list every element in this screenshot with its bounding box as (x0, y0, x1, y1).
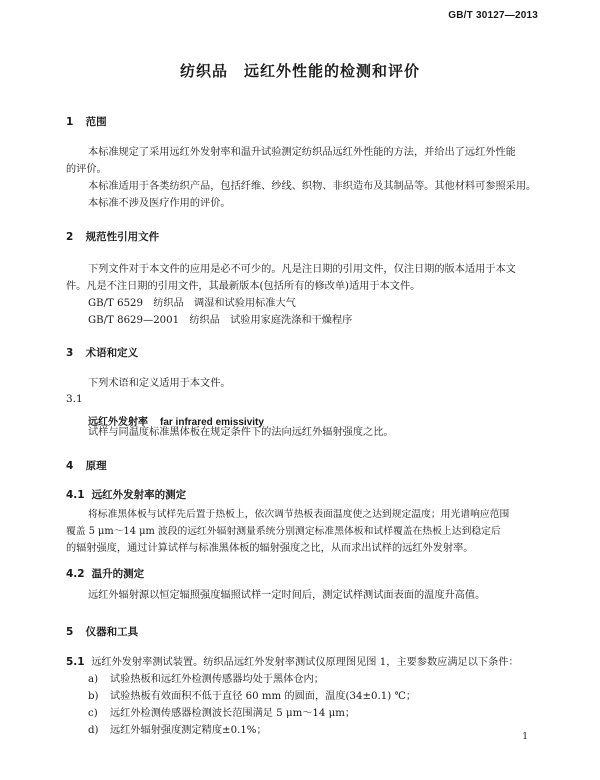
list-item (88, 671, 324, 688)
list-item-label: c) (88, 708, 98, 719)
paragraph: 本标准不涉及医疗作用的评价。 (88, 198, 231, 209)
section-5-heading (66, 624, 138, 639)
section-1-heading (66, 114, 107, 129)
term-english: far infrared emissivity (160, 417, 264, 428)
list-item-label: d) (88, 725, 99, 736)
section-number: 4 (66, 460, 74, 472)
paragraph: 本标准适用于各类纺织产品，包括纤维、纱线、织物、非织造布及其制品等。其他材料可参照采用。 (88, 181, 537, 192)
paragraph: 远红外辐射源以恒定辐照强度辐照试样一定时间后，测定试样测试面表面的温度升高值。 (88, 590, 486, 601)
section-number: 5 (66, 626, 74, 638)
section-number: 3 (66, 347, 74, 359)
section-4-heading (66, 458, 107, 473)
page-number: 1 (522, 732, 528, 742)
term-number: 3.1 (66, 393, 83, 405)
paragraph: 下列文件对于本文件的应用是必不可少的。凡是注日期的引用文件，仅注日期的版本适用于本文 (88, 264, 516, 275)
subsection-title: 温升的测定 (91, 568, 145, 580)
section-title: 仪器和工具 (85, 626, 139, 638)
reference-code: GB/T 8629—2001 (88, 315, 180, 326)
list-item (88, 688, 416, 705)
list-item (88, 722, 267, 739)
term-definition: 试样与同温度标准黑体板在规定条件下的法向远红外辐射强度之比。 (88, 427, 394, 438)
list-item-text: 远红外检测传感器检测波长范围满足 5 μm～14 μm； (110, 708, 356, 719)
subsection-5-1 (66, 654, 519, 671)
section-title: 规范性引用文件 (85, 231, 160, 243)
paragraph: 的辐射强度，通过计算试样与标准黑体板的辐射强度之比，从而求出试样的远红外发射率。 (66, 543, 474, 554)
list-item-text: 远红外辐射强度测定精度±0.1%； (110, 725, 267, 736)
list-item-text: 试验热板有效面积不低于直径 60 mm 的圆面，温度(34±0.1) ℃； (110, 691, 417, 702)
paragraph: 下列术语和定义适用于本文件。 (88, 378, 231, 389)
list-item-text: 试验热板和远红外检测传感器均处于黑体仓内； (110, 674, 324, 685)
reference-item (88, 312, 352, 329)
document-title: 纺织品 远红外性能的检测和评价 (179, 62, 420, 80)
reference-name: 纺织品 试验用家庭洗涤和干燥程序 (189, 315, 353, 326)
list-item (88, 705, 355, 722)
subsection-number: 5.1 (66, 656, 85, 668)
paragraph: 件。凡是不注日期的引用文件，其最新版本(包括所有的修改单)适用于本文件。 (66, 281, 421, 292)
paragraph: 的评价。 (66, 164, 107, 175)
subsection-4-2-heading (66, 566, 144, 581)
section-title: 范围 (85, 116, 107, 128)
list-item-label: b) (88, 691, 99, 702)
subsection-title: 远红外发射率的测定 (91, 489, 187, 501)
standard-code: GB/T 30127—2013 (448, 10, 538, 21)
term-chinese: 远红外发射率 (88, 417, 148, 428)
reference-name: 纺织品 调湿和试验用标准大气 (153, 298, 296, 309)
section-title: 术语和定义 (85, 347, 139, 359)
section-title: 原理 (85, 460, 107, 472)
subsection-number: 4.2 (66, 568, 85, 580)
reference-item (88, 295, 296, 312)
section-number: 1 (66, 116, 74, 128)
subsection-4-1-heading (66, 487, 186, 502)
section-2-heading (66, 229, 159, 244)
paragraph: 将标准黑体板与试样先后置于热板上，依次调节热板表面温度使之达到规定温度；用光谱响应范围 (88, 509, 510, 520)
subsection-text: 远红外发射率测试装置。纺织品远红外发射率测试仪原理图见图 1，主要参数应满足以下条件： (91, 657, 519, 668)
paragraph: 覆盖 5 μm～14 μm 波段的远红外辐射测量系统分别测定标准黑体板和试样覆盖在热板上达到稳定后 (66, 526, 501, 537)
subsection-number: 4.1 (66, 489, 85, 501)
section-number: 2 (66, 231, 74, 243)
section-3-heading (66, 345, 138, 360)
list-item-label: a) (88, 674, 99, 685)
reference-code: GB/T 6529 (88, 298, 144, 309)
paragraph: 本标准规定了采用远红外发射率和温升试验测定纺织品远红外性能的方法，并给出了远红外性能 (88, 147, 516, 158)
